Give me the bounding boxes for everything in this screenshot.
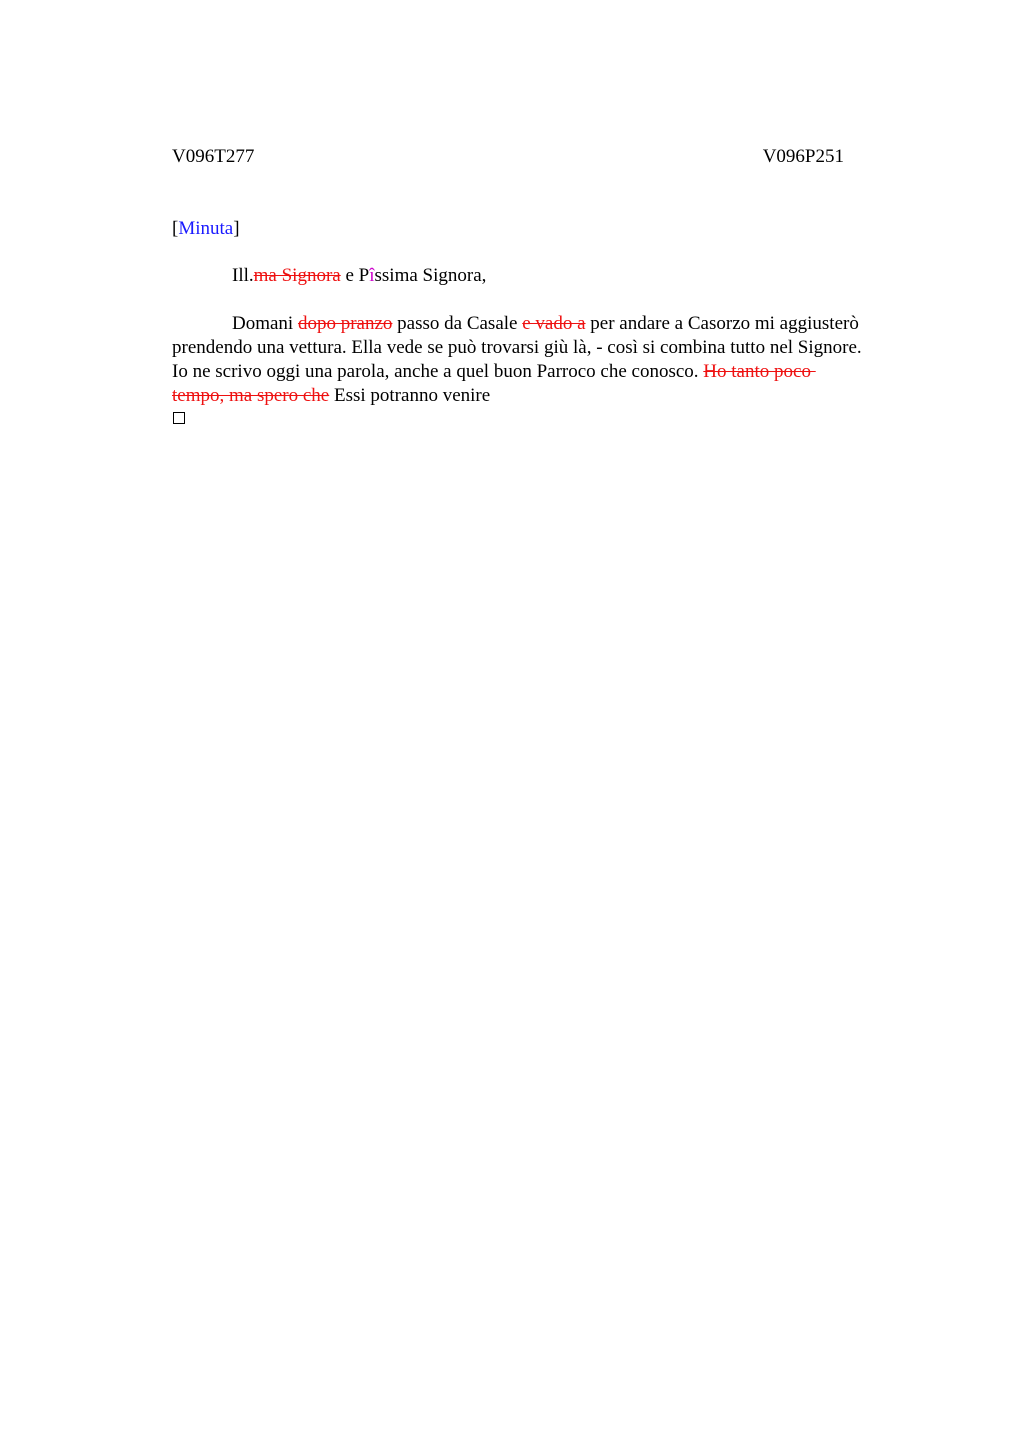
header-codes	[172, 146, 844, 172]
document-code-left: V096T277	[172, 146, 255, 167]
body-line-1-deleted-1: dopo pranzo	[297, 313, 393, 334]
minuta-close-bracket: ]	[233, 218, 240, 239]
body-line-1-text-1: Domani	[232, 313, 298, 334]
minuta-open-bracket: [	[172, 218, 179, 239]
body-line-4	[172, 384, 932, 408]
minuta-label	[172, 218, 240, 240]
body-line-1-deleted-2: e vado a	[522, 313, 586, 334]
body-line-4-text-1: Essi potranno venire	[329, 385, 491, 406]
body-line-1	[172, 312, 932, 336]
salutation-deleted: ma Signora	[253, 265, 341, 286]
letter-body	[172, 312, 932, 408]
body-line-3-text-1: Io ne scrivo oggi una parola, anche a quel buon Parroco che conosco.	[172, 361, 704, 382]
salutation-part3: ssima Signora,	[374, 265, 487, 286]
body-line-3-deleted-1: Ho tanto poco	[703, 361, 816, 382]
body-line-3	[172, 360, 932, 384]
document-code-right: V096P251	[762, 146, 844, 167]
body-line-4-deleted-1: tempo, ma spero che	[172, 385, 330, 406]
salutation-mark: î	[369, 265, 375, 286]
salutation	[232, 265, 486, 287]
salutation-part2: e P	[340, 265, 370, 286]
body-line-1-text-2: passo da Casale	[392, 313, 523, 334]
empty-square-icon	[173, 412, 185, 424]
body-line-1-text-3: per andare a Casorzo mi aggiusterò	[585, 313, 859, 334]
minuta-text: Minuta	[178, 218, 234, 239]
salutation-part1: Ill.	[232, 265, 254, 286]
body-line-2: prendendo una vettura. Ella vede se può trovarsi giù là, - così si combina tutto nel Signore.	[172, 337, 862, 358]
